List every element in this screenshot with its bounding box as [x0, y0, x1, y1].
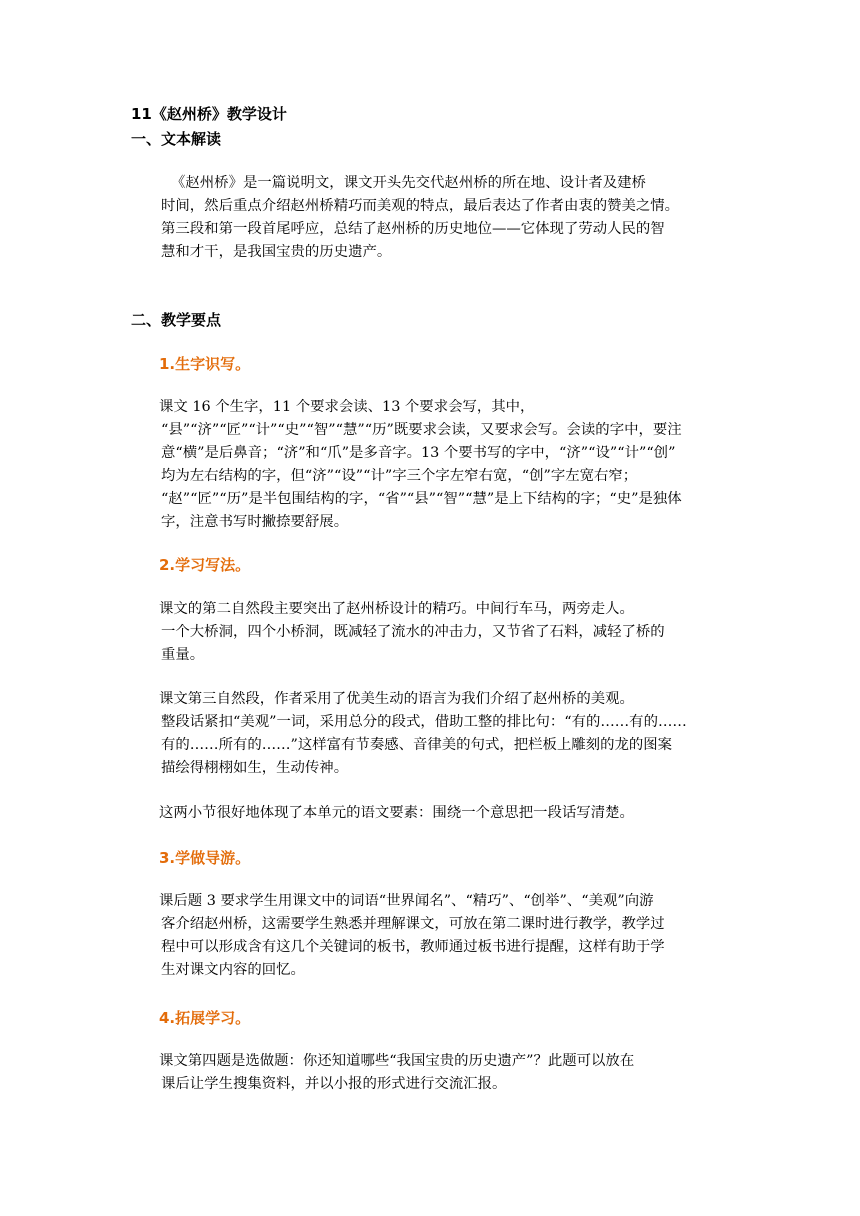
subheading-tour-guide: 3.学做导游。	[159, 849, 251, 867]
paragraph-line: 《赵州桥》是一篇说明文，课文开头先交代赵州桥的所在地、设计者及建桥	[171, 175, 646, 191]
paragraph-line: 生对课文内容的回忆。	[161, 962, 305, 978]
paragraph-writing-2	[131, 688, 731, 780]
paragraph-line: 字，注意书写时撇捺要舒展。	[161, 514, 349, 530]
subheading-character-writing: 1.生字识写。	[159, 355, 251, 373]
paragraph-line: 慧和才干，是我国宝贵的历史遗产。	[161, 244, 392, 260]
paragraph-character-writing	[131, 396, 731, 534]
paragraph-line: 第三段和第一段首尾呼应，总结了赵州桥的历史地位——它体现了劳动人民的智	[161, 221, 665, 237]
paragraph-line: “赵”“匠”“历”是半包围结构的字，“省”“县”“智”“慧”是上下结构的字；“史”是独体	[161, 491, 682, 507]
paragraph-line: 一个大桥洞，四个小桥洞，既减轻了流水的冲击力，又节省了石料，减轻了桥的	[161, 624, 665, 640]
paragraph-line: 课后题 3 要求学生用课文中的词语“世界闻名”、“精巧”、“创举”、“美观”向游	[159, 893, 654, 909]
paragraph-line: “县”“济”“匠”“计”“史”“智”“慧”“历”既要求会读，又要求会写。会读的字中，要注	[161, 422, 682, 438]
paragraph-line: 课后让学生搜集资料，并以小报的形式进行交流汇报。	[161, 1076, 507, 1092]
paragraph-line: 重量。	[161, 647, 205, 663]
subheading-extended-learning: 4.拓展学习。	[159, 1009, 251, 1027]
paragraph-line: 这两小节很好地体现了本单元的语文要素：围绕一个意思把一段话写清楚。	[159, 805, 634, 821]
document-title: 11《赵州桥》教学设计	[131, 105, 287, 123]
paragraph-writing-1	[131, 598, 731, 667]
paragraph-line: 均为左右结构的字，但“济”“设”“计”字三个字左窄右宽，“创”字左宽右窄；	[161, 468, 638, 484]
subheading-learning-writing: 2.学习写法。	[159, 556, 251, 574]
paragraph-line: 客介绍赵州桥，这需要学生熟悉并理解课文，可放在第二课时进行教学，教学过	[161, 916, 665, 932]
section-heading-teaching-points: 二、教学要点	[131, 311, 222, 329]
paragraph-line: 课文的第二自然段主要突出了赵州桥设计的精巧。中间行车马，两旁走人。	[159, 601, 634, 617]
paragraph-tour-guide	[131, 890, 731, 982]
section-heading-text-reading: 一、文本解读	[131, 130, 222, 148]
paragraph-line: 课文第三自然段，作者采用了优美生动的语言为我们介绍了赵州桥的美观。	[159, 691, 634, 707]
paragraph-line: 描绘得栩栩如生，生动传神。	[161, 760, 349, 776]
paragraph-line: 时间，然后重点介绍赵州桥精巧而美观的特点，最后表达了作者由衷的赞美之情。	[161, 198, 680, 214]
paragraph-extended-learning	[131, 1050, 731, 1096]
paragraph-line: 意“横”是后鼻音；“济”和“爪”是多音字。13 个要书写的字中，“济”“设”“计”“创”	[161, 445, 676, 461]
paragraph-text-reading	[131, 172, 731, 264]
paragraph-line: 程中可以形成含有这几个关键词的板书，教师通过板书进行提醒，这样有助于学	[161, 939, 665, 955]
paragraph-line: 课文第四题是选做题：你还知道哪些“我国宝贵的历史遗产”？此题可以放在	[159, 1053, 635, 1069]
paragraph-line: 课文 16 个生字，11 个要求会读、13 个要求会写，其中，	[159, 399, 535, 415]
paragraph-writing-3	[131, 802, 731, 825]
paragraph-line: 有的……所有的……”这样富有节奏感、音律美的句式，把栏板上雕刻的龙的图案	[161, 737, 673, 753]
paragraph-line: 整段话紧扣“美观”一词，采用总分的段式，借助工整的排比句：“有的……有的……	[161, 714, 687, 730]
